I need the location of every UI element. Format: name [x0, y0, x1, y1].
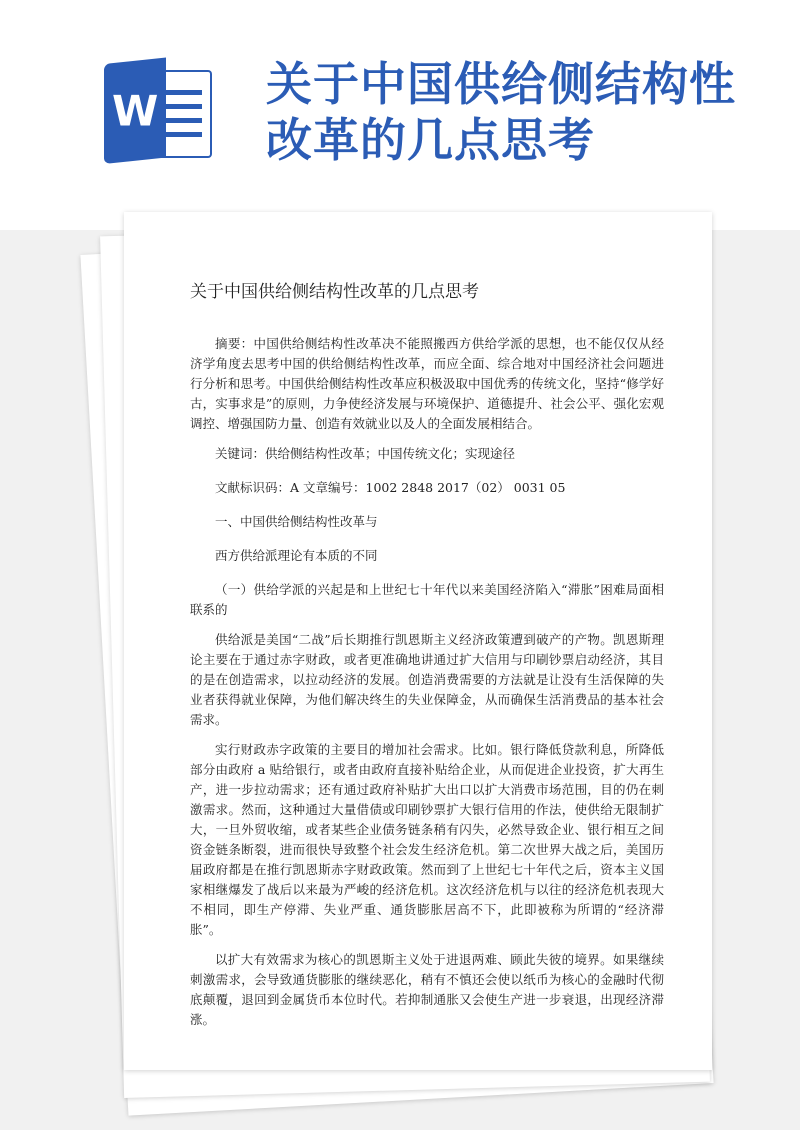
body-paragraph: 供给派是美国“二战”后长期推行凯恩斯主义经济政策遭到破产的产物。凯恩斯理论主要在于通过赤字财政，或者更准确地讲通过扩大信用与印刷钞票启动经济，其目的是在创造需求，以拉动经济的发展。创造消费需要的方法就是让没有生活保障的失业者获得就业保障，为他们解决终生的失业保障金，从而确保生活消费品的基本社会需求。 — [190, 632, 664, 727]
keywords-line: 关键词：供给侧结构性改革；中国传统文化；实现途径 — [215, 446, 516, 461]
body-paragraph: 实行财政赤字政策的主要目的增加社会需求。比如。银行降低贷款利息，所降低部分由政府 a 贴给银行，或者由政府直接补贴给企业，从而促进企业投资，扩大再生产，进一步拉动需求；还有通过政府补贴扩大出口以扩大消费市场范围，目的仍在刺激需求。然而，这种通过大量借债或印刷钞票扩大银行信用的作法，使供给无限制扩大，一旦外贸收缩，或者某些企业债务链条稍有闪失，必然导致企业、银行相互之间资金链条断裂，进而很快导致整个社会发生经济危机。第二次世界大战之后，美国历届政府都是在推行凯恩斯赤字财政政策。然而到了上世纪七十年代之后，资本主义国家相继爆发了战后以来最为严峻的经济危机。这次经济危机与以往的经济危机表现大不相同，即生产停滞、失业严重、通货膨胀居高不下，此即被称为所谓的“经济滞胀”。 — [190, 742, 664, 937]
section-heading-1b: 西方供给派理论有本质的不同 — [215, 548, 378, 563]
body-paragraph: 以扩大有效需求为核心的凯恩斯主义处于进退两难、顾此失彼的境界。如果继续刺激需求，会导致通货膨胀的继续恶化，稍有不慎还会使以纸币为核心的金融时代彻底颠覆，退回到金属货币本位时代。若抑制通胀又会使生产进一步衰退，出现经济滞涨。 — [190, 952, 664, 1027]
section-heading-1a: 一、中国供给侧结构性改革与 — [215, 514, 378, 529]
document-title: 关于中国供给侧结构性改革的几点思考 — [190, 282, 479, 302]
logo-letter: W — [111, 86, 159, 136]
article-code-line: 文献标识码：A 文章编号：1002 2848 2017（02） 0031 05 — [215, 480, 566, 495]
cover-title-line1: 关于中国供给侧结构性 — [266, 57, 736, 111]
abstract-paragraph: 摘要：中国供给侧结构性改革决不能照搬西方供给学派的思想，也不能仅仅从经济学角度去思考中国的供给侧结构性改革，而应全面、综合地对中国经济社会问题进行分析和思考。中国供给侧结构性改革应积极汲取中国优秀的传统文化，坚持“修学好古，实事求是”的原则，力争使经济发展与环境保护、道德提升、社会公平、强化宏观调控、增强国防力量、创造有效就业以及人的全面发展相结合。 — [190, 336, 664, 431]
subsection-heading: （一）供给学派的兴起是和上世纪七十年代以来美国经济陷入“滞胀”困难局面相联系的 — [190, 582, 664, 617]
cover-title — [266, 56, 766, 168]
word-badge — [104, 57, 166, 164]
cover-title-line2: 改革的几点思考 — [266, 113, 595, 167]
word-document-icon — [104, 64, 214, 164]
document-body — [190, 280, 664, 1040]
